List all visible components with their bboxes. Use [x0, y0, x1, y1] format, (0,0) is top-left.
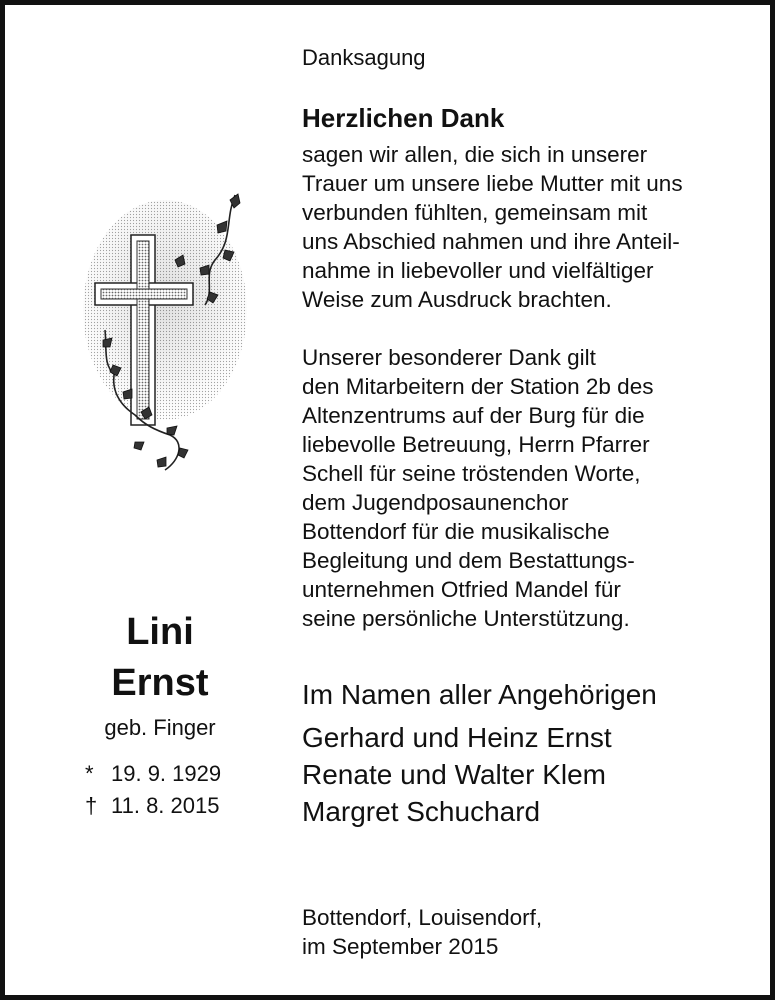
text-line: Trauer um unsere liebe Mutter mit uns: [302, 171, 683, 196]
text-line: im September 2015: [302, 934, 499, 959]
text-line: Begleitung und dem Bestattungs-: [302, 548, 635, 573]
signer-name: Gerhard und Heinz Ernst: [302, 722, 612, 753]
death-dagger-icon: †: [85, 793, 98, 818]
text-line: liebevolle Betreuung, Herrn Pfarrer: [302, 432, 650, 457]
text-line: Bottendorf, Louisendorf,: [302, 905, 543, 930]
place-and-date: [302, 903, 542, 961]
birth-star-icon: *: [85, 761, 94, 786]
text-line: Unserer besonderer Dank gilt: [302, 345, 596, 370]
text-line: Weise zum Ausdruck brachten.: [302, 287, 612, 312]
notice-title: Herzlichen Dank: [302, 103, 505, 133]
text-line: dem Jugendposaunenchor: [302, 490, 569, 515]
text-line: unternehmen Otfried Mandel für: [302, 577, 621, 602]
thanks-paragraph: [302, 140, 683, 314]
signer-name: Margret Schuchard: [302, 796, 541, 827]
deceased-birth-name: geb. Finger: [104, 715, 216, 740]
text-line: Altenzentrums auf der Burg für die: [302, 403, 645, 428]
birth-date-line: [85, 759, 245, 789]
text-line: Schell für seine tröstenden Worte,: [302, 461, 641, 486]
text-line: den Mitarbeitern der Station 2b des: [302, 374, 654, 399]
death-date-line: [85, 791, 245, 821]
text-line: nahme in liebevoller und vielfältiger: [302, 258, 654, 283]
text-line: sagen wir allen, die sich in unserer: [302, 142, 648, 167]
deceased-last-name: Ernst: [111, 662, 209, 704]
notice-label: Danksagung: [302, 45, 426, 70]
text-line: uns Abschied nahmen und ihre Anteil-: [302, 229, 680, 254]
text-line: Bottendorf für die musikalische: [302, 519, 610, 544]
signer-name: Renate und Walter Klem: [302, 759, 606, 790]
deceased-first-name: Lini: [126, 611, 194, 653]
signers-lead: Im Namen aller Angehörigen: [302, 679, 657, 710]
death-date: 11. 8. 2015: [111, 793, 220, 818]
special-thanks-paragraph: [302, 343, 653, 633]
birth-date: 19. 9. 1929: [111, 761, 222, 786]
text-line: seine persönliche Unterstützung.: [302, 606, 630, 631]
text-line: verbunden fühlten, gemeinsam mit: [302, 200, 648, 225]
signers-list: [302, 719, 612, 830]
cross-with-ivy-icon: [75, 180, 255, 480]
